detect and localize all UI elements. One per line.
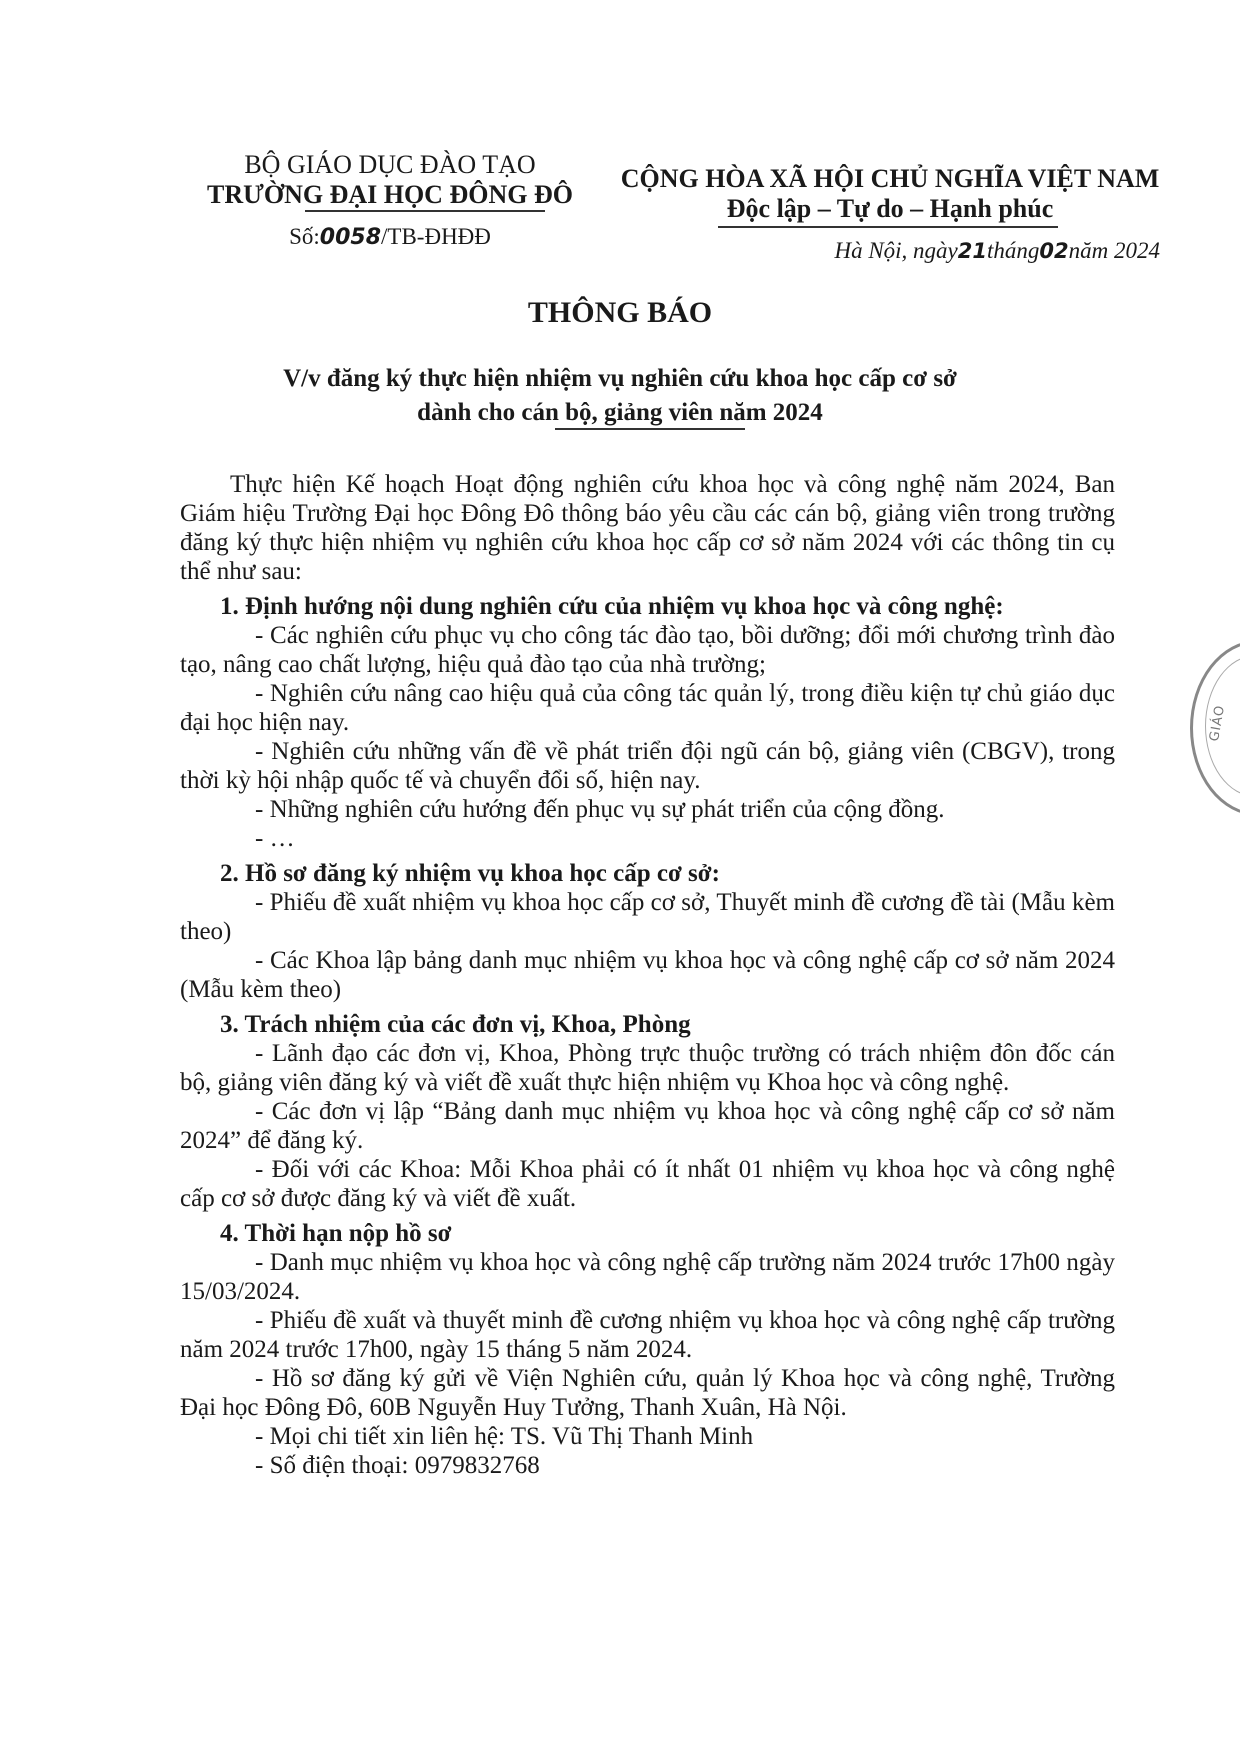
section-4-item: - Mọi chi tiết xin liên hệ: TS. Vũ Thị Thanh Minh xyxy=(255,1423,754,1450)
subject-line-1: V/v đăng ký thực hiện nhiệm vụ nghiên cứu khoa học cấp cơ sở xyxy=(283,365,957,392)
school-underline xyxy=(305,210,545,212)
document-body xyxy=(180,470,1115,1480)
motto-underline xyxy=(718,226,1058,228)
date-month: 02 xyxy=(1039,239,1069,263)
date-day: 21 xyxy=(957,239,987,263)
section-4-item: - Danh mục nhiệm vụ khoa học và công nghệ cấp trường năm 2024 trước 17h00 ngày 15/03/2024. xyxy=(180,1249,1115,1305)
section-1-item: - Các nghiên cứu phục vụ cho công tác đào tạo, bồi dưỡng; đổi mới chương trình đào tạo, nâng cao chất lượng, hiệu quả đào tạo của nhà trường; xyxy=(180,622,1115,678)
section-3-item: - Các đơn vị lập “Bảng danh mục nhiệm vụ khoa học và công nghệ cấp cơ sở năm 2024” để đăng ký. xyxy=(180,1098,1115,1154)
date-place: Hà Nội, ngày xyxy=(834,238,958,263)
date-year: năm 2024 xyxy=(1068,238,1160,263)
section-2-item: - Phiếu đề xuất nhiệm vụ khoa học cấp cơ sở, Thuyết minh đề cương đề tài (Mẫu kèm theo) xyxy=(180,889,1115,945)
notice-title: THÔNG BÁO xyxy=(527,296,713,329)
republic-title: CỘNG HÒA XÃ HỘI CHỦ NGHĨA VIỆT NAM xyxy=(620,164,1160,193)
section-1-title: 1. Định hướng nội dung nghiên cứu của nhiệm vụ khoa học và công nghệ: xyxy=(220,593,1004,620)
subject-underline xyxy=(555,428,745,430)
notice-subject xyxy=(0,362,1240,430)
section-2-title: 2. Hồ sơ đăng ký nhiệm vụ khoa học cấp cơ sở: xyxy=(220,860,720,887)
section-4-item: - Hồ sơ đăng ký gửi về Viện Nghiên cứu, quản lý Khoa học và công nghệ, Trường Đại học Đông Đô, 60B Nguyễn Huy Tưởng, Thanh Xuân, Hà Nội. xyxy=(180,1365,1115,1421)
number-prefix: Số: xyxy=(289,224,320,249)
section-3-item: - Đối với các Khoa: Mỗi Khoa phải có ít nhất 01 nhiệm vụ khoa học và công nghệ cấp cơ sở được đăng ký và viết đề xuất. xyxy=(180,1156,1115,1212)
ministry-name: BỘ GIÁO DỤC ĐÀO TẠO xyxy=(244,150,536,179)
issue-date xyxy=(780,238,1160,264)
section-4-item: - Phiếu đề xuất và thuyết minh đề cương nhiệm vụ khoa học và công nghệ cấp trường năm 2024 trước 17h00, ngày 15 tháng 5 năm 2024. xyxy=(180,1307,1115,1363)
section-3-item: - Lãnh đạo các đơn vị, Khoa, Phòng trực thuộc trường có trách nhiệm đôn đốc cán bộ, giảng viên đăng ký và viết đề xuất thực hiện nhiệm vụ Khoa học và công nghệ. xyxy=(180,1040,1115,1096)
school-name: TRƯỜNG ĐẠI HỌC ĐÔNG ĐÔ xyxy=(207,180,573,209)
section-2-item: - Các Khoa lập bảng danh mục nhiệm vụ khoa học và công nghệ cấp cơ sở năm 2024 (Mẫu kèm theo) xyxy=(180,947,1115,1003)
document-number xyxy=(195,224,585,250)
section-4-title: 4. Thời hạn nộp hồ sơ xyxy=(220,1220,452,1247)
date-month-label: tháng xyxy=(987,238,1040,263)
number-suffix: /TB-ĐHĐĐ xyxy=(381,224,491,249)
national-motto: Độc lập – Tự do – Hạnh phúc xyxy=(726,194,1054,223)
subject-line-2: dành cho cán bộ, giảng viên năm 2024 xyxy=(417,399,823,426)
section-1-item: - Những nghiên cứu hướng đến phục vụ sự phát triển của cộng đồng. xyxy=(255,796,945,823)
seal-text: GIÁO xyxy=(1207,703,1229,743)
section-1-ellipsis: - … xyxy=(255,825,295,852)
section-3-title: 3. Trách nhiệm của các đơn vị, Khoa, Phòng xyxy=(220,1011,691,1038)
section-4-item: - Số điện thoại: 0979832768 xyxy=(255,1452,540,1479)
section-1-item: - Nghiên cứu những vấn đề về phát triển đội ngũ cán bộ, giảng viên (CBGV), trong thời kỳ hội nhập quốc tế và chuyển đổi số, hiện nay. xyxy=(180,738,1115,794)
section-1-item: - Nghiên cứu nâng cao hiệu quả của công tác quản lý, trong điều kiện tự chủ giáo dục đại học hiện nay. xyxy=(180,680,1115,736)
number-handwritten: 0058 xyxy=(319,225,382,250)
intro-paragraph: Thực hiện Kế hoạch Hoạt động nghiên cứu khoa học và công nghệ năm 2024, Ban Giám hiệu Trường Đại học Đông Đô thông báo yêu cầu các cán bộ, giảng viên trong trường đăng ký thực hiện nhiệm vụ nghiên cứu khoa học cấp cơ sở năm 2024 với các thông tin cụ thể như sau: xyxy=(180,471,1115,585)
